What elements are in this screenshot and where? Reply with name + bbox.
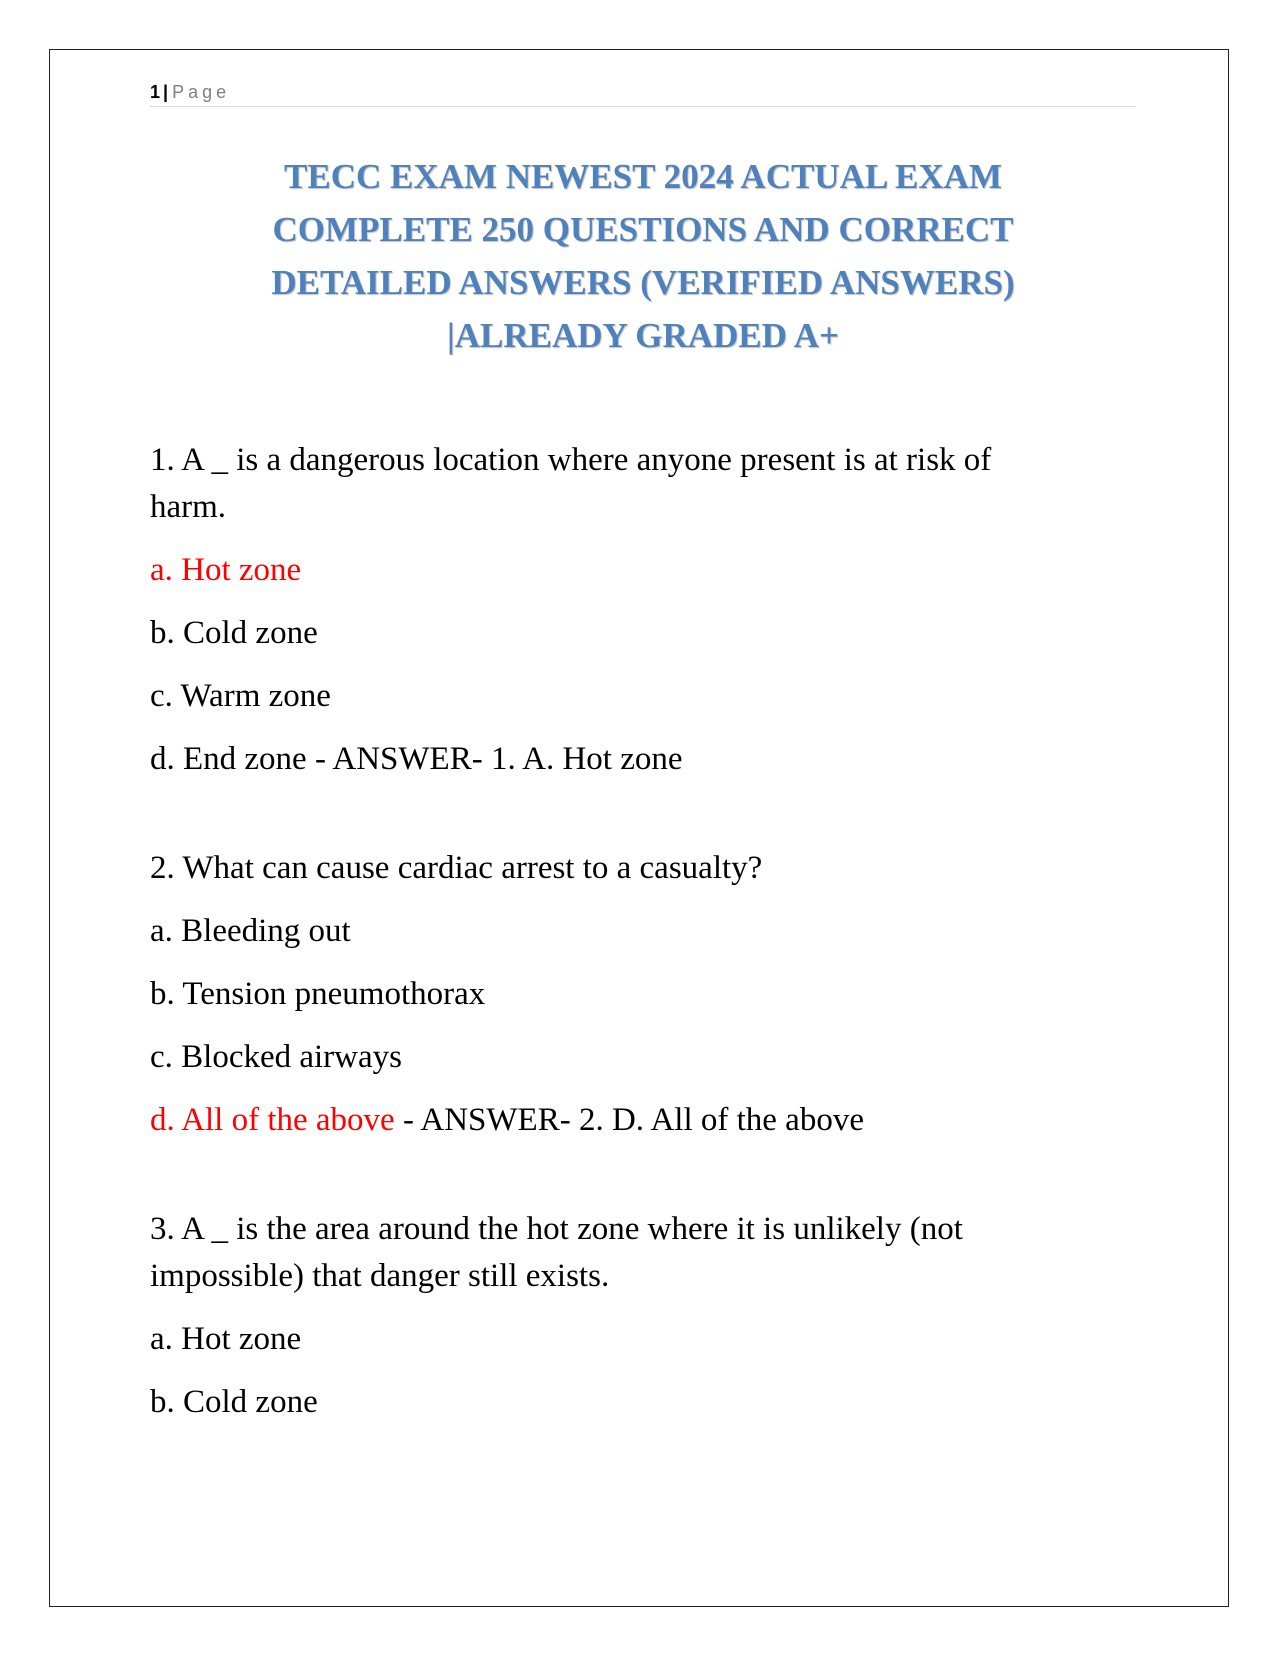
page-number: 1 — [150, 82, 161, 102]
document-title — [150, 150, 1136, 362]
question-3-option-a: a. Hot zone — [150, 1321, 302, 1357]
question-3-option-b: b. Cold zone — [150, 1384, 318, 1420]
question-3 — [150, 1206, 1140, 1426]
question-2-option-c: c. Blocked airways — [150, 1039, 402, 1075]
page-word: Page — [172, 82, 231, 102]
question-2-answer: - ANSWER- 2. D. All of the above — [394, 1102, 864, 1138]
question-3-text-line-2: impossible) that danger still exists. — [150, 1258, 610, 1294]
question-1-text-line-1: 1. A _ is a dangerous location where anyone present is at risk of — [150, 442, 992, 478]
document-body — [150, 437, 1140, 1442]
title-line-1: TECC EXAM NEWEST 2024 ACTUAL EXAM — [284, 157, 1002, 196]
question-1-text-line-2: harm. — [150, 489, 227, 525]
question-1 — [150, 437, 1140, 783]
question-2 — [150, 845, 1140, 1144]
question-1-option-c: c. Warm zone — [150, 678, 331, 714]
question-2-option-d-label: d. All of the above — [150, 1102, 395, 1138]
question-2-option-a: a. Bleeding out — [150, 913, 351, 949]
page-header — [150, 78, 1136, 107]
title-line-4: |ALREADY GRADED A+ — [447, 316, 839, 355]
question-1-option-a: a. Hot zone — [150, 552, 302, 588]
question-2-text: 2. What can cause cardiac arrest to a casualty? — [150, 850, 763, 886]
question-2-option-d — [150, 1097, 1140, 1144]
question-3-text — [150, 1206, 1140, 1300]
question-3-text-line-1: 3. A _ is the area around the hot zone where it is unlikely (not — [150, 1211, 963, 1247]
question-1-text — [150, 437, 1140, 531]
question-1-option-b: b. Cold zone — [150, 615, 318, 651]
title-line-2: COMPLETE 250 QUESTIONS AND CORRECT — [272, 210, 1014, 249]
question-2-option-b: b. Tension pneumothorax — [150, 976, 486, 1012]
question-1-option-d: d. End zone - ANSWER- 1. A. Hot zone — [150, 741, 683, 777]
page-separator: | — [163, 82, 169, 102]
title-line-3: DETAILED ANSWERS (VERIFIED ANSWERS) — [271, 263, 1015, 302]
